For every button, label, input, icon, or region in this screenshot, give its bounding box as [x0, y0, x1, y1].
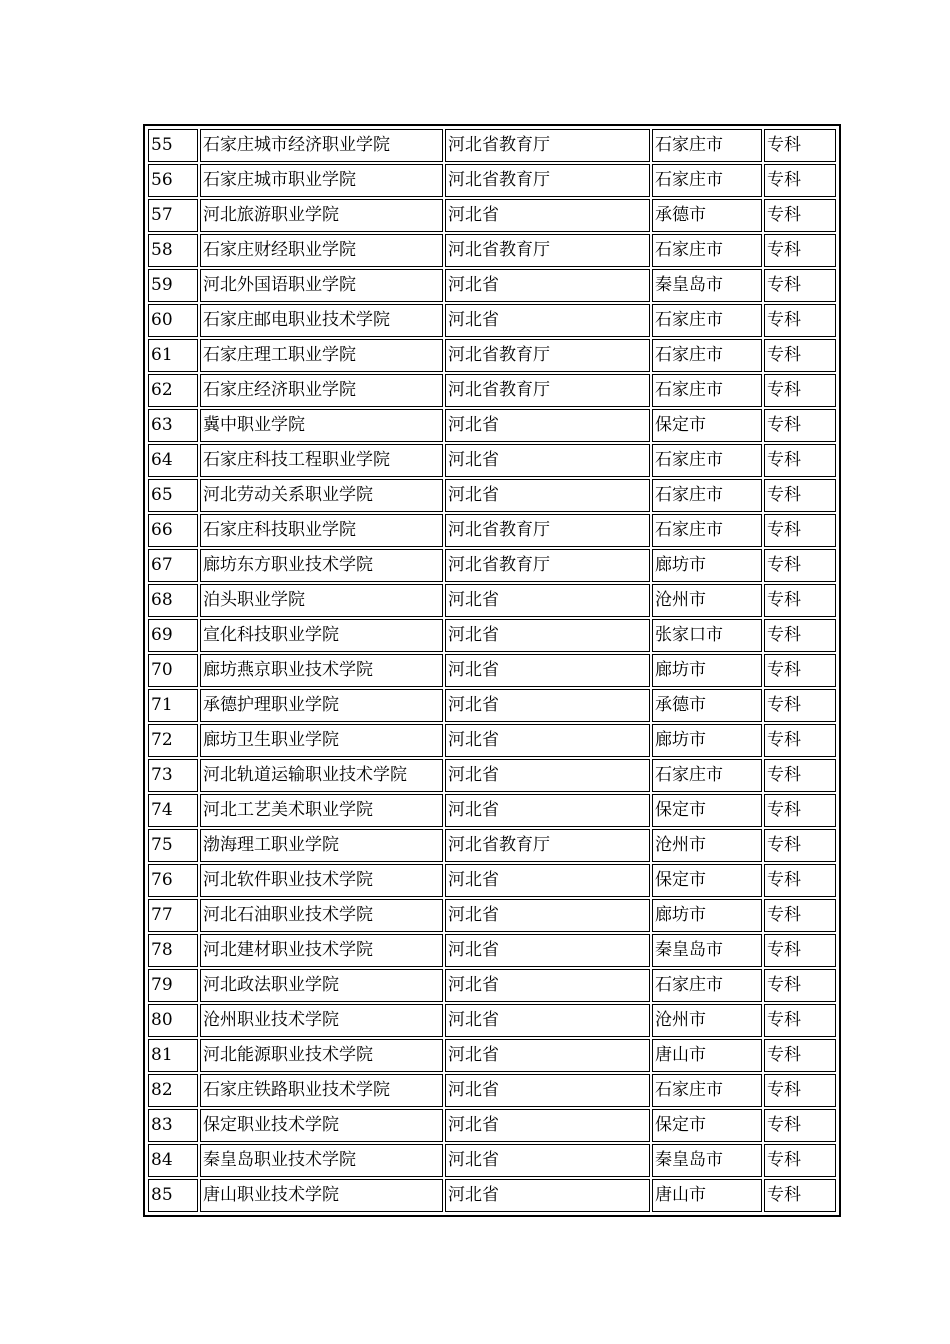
cell-level: 专科: [764, 374, 836, 407]
cell-college-name: 唐山职业技术学院: [200, 1179, 443, 1212]
cell-level: 专科: [764, 1039, 836, 1072]
cell-college-name: 河北轨道运输职业技术学院: [200, 759, 443, 792]
table-row: [148, 969, 836, 1002]
cell-level: 专科: [764, 584, 836, 617]
cell-row-number: 70: [148, 654, 198, 687]
cell-college-name: 渤海理工职业学院: [200, 829, 443, 862]
cell-row-number: 75: [148, 829, 198, 862]
cell-city: 承德市: [652, 199, 762, 232]
cell-level: 专科: [764, 1109, 836, 1142]
cell-college-name: 河北软件职业技术学院: [200, 864, 443, 897]
cell-college-name: 廊坊燕京职业技术学院: [200, 654, 443, 687]
cell-row-number: 61: [148, 339, 198, 372]
table-row: [148, 1144, 836, 1177]
cell-row-number: 69: [148, 619, 198, 652]
cell-row-number: 60: [148, 304, 198, 337]
cell-college-name: 河北旅游职业学院: [200, 199, 443, 232]
cell-level: 专科: [764, 304, 836, 337]
cell-level: 专科: [764, 1074, 836, 1107]
cell-city: 石家庄市: [652, 164, 762, 197]
cell-row-number: 58: [148, 234, 198, 267]
cell-level: 专科: [764, 269, 836, 302]
cell-level: 专科: [764, 1179, 836, 1212]
cell-authority: 河北省: [445, 1004, 650, 1037]
cell-city: 石家庄市: [652, 479, 762, 512]
table-row: [148, 584, 836, 617]
cell-authority: 河北省: [445, 794, 650, 827]
table-row: [148, 1004, 836, 1037]
cell-authority: 河北省教育厅: [445, 374, 650, 407]
cell-row-number: 57: [148, 199, 198, 232]
cell-row-number: 71: [148, 689, 198, 722]
cell-city: 廊坊市: [652, 549, 762, 582]
cell-college-name: 河北政法职业学院: [200, 969, 443, 1002]
cell-college-name: 石家庄理工职业学院: [200, 339, 443, 372]
cell-authority: 河北省教育厅: [445, 164, 650, 197]
table-row: [148, 619, 836, 652]
cell-level: 专科: [764, 514, 836, 547]
cell-city: 廊坊市: [652, 724, 762, 757]
cell-city: 石家庄市: [652, 339, 762, 372]
cell-authority: 河北省: [445, 409, 650, 442]
table-row: [148, 339, 836, 372]
cell-authority: 河北省: [445, 1144, 650, 1177]
cell-level: 专科: [764, 1144, 836, 1177]
cell-level: 专科: [764, 479, 836, 512]
cell-row-number: 63: [148, 409, 198, 442]
cell-college-name: 河北建材职业技术学院: [200, 934, 443, 967]
cell-row-number: 76: [148, 864, 198, 897]
table-row: [148, 1179, 836, 1212]
cell-city: 石家庄市: [652, 304, 762, 337]
cell-city: 沧州市: [652, 829, 762, 862]
cell-authority: 河北省: [445, 1039, 650, 1072]
cell-level: 专科: [764, 794, 836, 827]
cell-level: 专科: [764, 234, 836, 267]
table-row: [148, 444, 836, 477]
cell-level: 专科: [764, 759, 836, 792]
cell-college-name: 石家庄经济职业学院: [200, 374, 443, 407]
table-row: [148, 304, 836, 337]
cell-row-number: 64: [148, 444, 198, 477]
cell-level: 专科: [764, 619, 836, 652]
cell-authority: 河北省: [445, 584, 650, 617]
cell-city: 保定市: [652, 794, 762, 827]
cell-authority: 河北省: [445, 1179, 650, 1212]
cell-college-name: 河北外国语职业学院: [200, 269, 443, 302]
cell-college-name: 保定职业技术学院: [200, 1109, 443, 1142]
table-row: [148, 899, 836, 932]
cell-row-number: 82: [148, 1074, 198, 1107]
table-row: [148, 374, 836, 407]
cell-authority: 河北省: [445, 899, 650, 932]
cell-authority: 河北省: [445, 689, 650, 722]
cell-authority: 河北省教育厅: [445, 234, 650, 267]
cell-row-number: 84: [148, 1144, 198, 1177]
cell-city: 张家口市: [652, 619, 762, 652]
cell-level: 专科: [764, 864, 836, 897]
cell-row-number: 59: [148, 269, 198, 302]
cell-authority: 河北省教育厅: [445, 829, 650, 862]
college-table-grid: [146, 127, 838, 1214]
cell-college-name: 廊坊东方职业技术学院: [200, 549, 443, 582]
cell-college-name: 冀中职业学院: [200, 409, 443, 442]
cell-authority: 河北省教育厅: [445, 339, 650, 372]
cell-level: 专科: [764, 129, 836, 162]
cell-authority: 河北省教育厅: [445, 514, 650, 547]
cell-authority: 河北省: [445, 269, 650, 302]
cell-authority: 河北省: [445, 1109, 650, 1142]
cell-row-number: 65: [148, 479, 198, 512]
cell-level: 专科: [764, 549, 836, 582]
table-row: [148, 759, 836, 792]
cell-authority: 河北省: [445, 444, 650, 477]
cell-college-name: 宣化科技职业学院: [200, 619, 443, 652]
cell-college-name: 石家庄科技职业学院: [200, 514, 443, 547]
cell-city: 石家庄市: [652, 1074, 762, 1107]
cell-city: 石家庄市: [652, 129, 762, 162]
cell-college-name: 承德护理职业学院: [200, 689, 443, 722]
cell-row-number: 66: [148, 514, 198, 547]
cell-college-name: 石家庄邮电职业技术学院: [200, 304, 443, 337]
table-row: [148, 689, 836, 722]
cell-college-name: 石家庄科技工程职业学院: [200, 444, 443, 477]
table-row: [148, 514, 836, 547]
table-row: [148, 724, 836, 757]
cell-authority: 河北省: [445, 304, 650, 337]
table-row: [148, 829, 836, 862]
cell-row-number: 62: [148, 374, 198, 407]
table-row: [148, 934, 836, 967]
cell-city: 保定市: [652, 1109, 762, 1142]
cell-level: 专科: [764, 899, 836, 932]
cell-city: 石家庄市: [652, 514, 762, 547]
cell-college-name: 秦皇岛职业技术学院: [200, 1144, 443, 1177]
cell-authority: 河北省: [445, 864, 650, 897]
table-body: [148, 129, 836, 1212]
cell-college-name: 河北工艺美术职业学院: [200, 794, 443, 827]
table-row: [148, 549, 836, 582]
cell-authority: 河北省: [445, 969, 650, 1002]
cell-city: 石家庄市: [652, 234, 762, 267]
cell-row-number: 77: [148, 899, 198, 932]
cell-level: 专科: [764, 444, 836, 477]
cell-level: 专科: [764, 1004, 836, 1037]
cell-college-name: 河北石油职业技术学院: [200, 899, 443, 932]
cell-authority: 河北省: [445, 479, 650, 512]
cell-authority: 河北省: [445, 724, 650, 757]
cell-level: 专科: [764, 164, 836, 197]
table-row: [148, 234, 836, 267]
cell-city: 廊坊市: [652, 654, 762, 687]
cell-city: 秦皇岛市: [652, 269, 762, 302]
cell-city: 沧州市: [652, 1004, 762, 1037]
cell-city: 沧州市: [652, 584, 762, 617]
cell-college-name: 河北能源职业技术学院: [200, 1039, 443, 1072]
cell-row-number: 78: [148, 934, 198, 967]
cell-city: 石家庄市: [652, 444, 762, 477]
cell-row-number: 83: [148, 1109, 198, 1142]
cell-city: 廊坊市: [652, 899, 762, 932]
cell-row-number: 80: [148, 1004, 198, 1037]
cell-row-number: 68: [148, 584, 198, 617]
cell-row-number: 67: [148, 549, 198, 582]
cell-level: 专科: [764, 934, 836, 967]
cell-authority: 河北省: [445, 759, 650, 792]
table-row: [148, 654, 836, 687]
table-row: [148, 129, 836, 162]
table-row: [148, 794, 836, 827]
cell-row-number: 73: [148, 759, 198, 792]
cell-city: 秦皇岛市: [652, 1144, 762, 1177]
table-row: [148, 199, 836, 232]
cell-city: 石家庄市: [652, 969, 762, 1002]
cell-authority: 河北省: [445, 199, 650, 232]
cell-level: 专科: [764, 409, 836, 442]
cell-row-number: 79: [148, 969, 198, 1002]
table-row: [148, 269, 836, 302]
cell-row-number: 85: [148, 1179, 198, 1212]
cell-level: 专科: [764, 689, 836, 722]
cell-authority: 河北省教育厅: [445, 549, 650, 582]
cell-level: 专科: [764, 339, 836, 372]
cell-row-number: 55: [148, 129, 198, 162]
cell-college-name: 石家庄财经职业学院: [200, 234, 443, 267]
table-row: [148, 1074, 836, 1107]
cell-row-number: 74: [148, 794, 198, 827]
cell-row-number: 81: [148, 1039, 198, 1072]
cell-level: 专科: [764, 829, 836, 862]
cell-level: 专科: [764, 969, 836, 1002]
cell-city: 唐山市: [652, 1179, 762, 1212]
cell-college-name: 石家庄铁路职业技术学院: [200, 1074, 443, 1107]
cell-city: 保定市: [652, 864, 762, 897]
cell-authority: 河北省教育厅: [445, 129, 650, 162]
cell-authority: 河北省: [445, 1074, 650, 1107]
cell-college-name: 河北劳动关系职业学院: [200, 479, 443, 512]
cell-level: 专科: [764, 654, 836, 687]
cell-authority: 河北省: [445, 619, 650, 652]
table-row: [148, 409, 836, 442]
cell-college-name: 石家庄城市职业学院: [200, 164, 443, 197]
table-row: [148, 164, 836, 197]
table-row: [148, 864, 836, 897]
table-row: [148, 479, 836, 512]
cell-level: 专科: [764, 724, 836, 757]
cell-city: 承德市: [652, 689, 762, 722]
cell-row-number: 72: [148, 724, 198, 757]
college-table: [143, 124, 841, 1217]
cell-city: 石家庄市: [652, 374, 762, 407]
table-row: [148, 1109, 836, 1142]
cell-level: 专科: [764, 199, 836, 232]
table-row: [148, 1039, 836, 1072]
cell-city: 保定市: [652, 409, 762, 442]
cell-city: 秦皇岛市: [652, 934, 762, 967]
cell-city: 唐山市: [652, 1039, 762, 1072]
cell-row-number: 56: [148, 164, 198, 197]
cell-college-name: 石家庄城市经济职业学院: [200, 129, 443, 162]
cell-authority: 河北省: [445, 934, 650, 967]
cell-college-name: 沧州职业技术学院: [200, 1004, 443, 1037]
cell-college-name: 泊头职业学院: [200, 584, 443, 617]
cell-college-name: 廊坊卫生职业学院: [200, 724, 443, 757]
cell-city: 石家庄市: [652, 759, 762, 792]
cell-authority: 河北省: [445, 654, 650, 687]
